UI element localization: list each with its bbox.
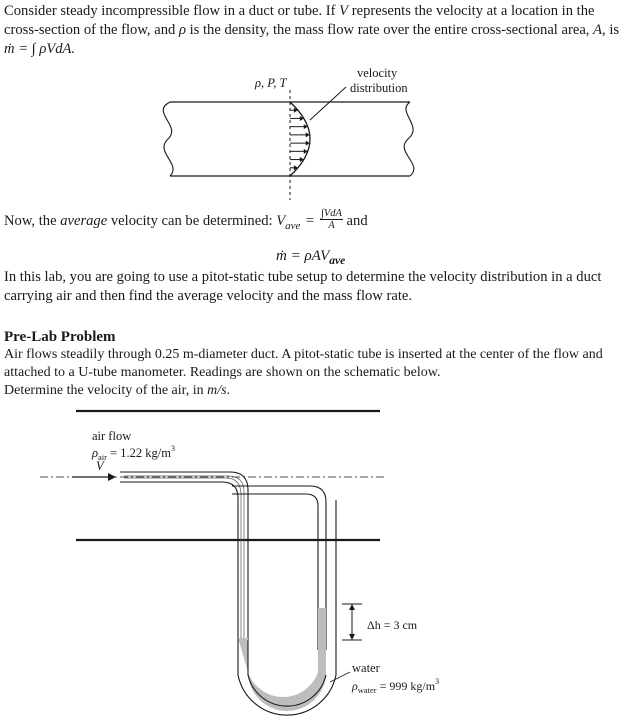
manometer-figure <box>0 400 628 727</box>
velocity-profile-curve <box>290 102 310 176</box>
velocity-v-label: V <box>96 459 104 473</box>
average-fraction <box>320 208 343 231</box>
intro-text-2: represents the velocity at a location in the cross-section of the flow, and <box>4 3 595 38</box>
unit-text: m/s <box>207 383 227 398</box>
area-symbol: A <box>593 22 603 38</box>
velocity-symbol: V <box>339 3 349 19</box>
manometer-water <box>238 608 326 711</box>
velocity-distribution-figure <box>140 60 440 210</box>
vave-symbol: V <box>276 212 286 229</box>
velocity-arrows <box>290 108 310 171</box>
water-label: water <box>352 661 380 675</box>
rho-water-subscript: water <box>357 685 377 695</box>
duct-break-right <box>404 102 414 176</box>
leader-line <box>310 87 346 120</box>
mass-flow-equation-main: ṁ = ρAV <box>276 248 330 264</box>
fraction-denominator: A <box>328 220 335 231</box>
water-density-label <box>351 677 439 695</box>
rho-water-symbol: ρ <box>352 679 358 693</box>
static-tube <box>232 486 326 650</box>
rho-air-symbol: ρ <box>92 446 98 460</box>
pitot-tube-inner <box>124 476 244 640</box>
rho-water-exponent: 3 <box>435 677 440 686</box>
average-word: average <box>60 212 108 229</box>
fluid-properties-label: ρ, P, T <box>255 76 287 90</box>
intro-paragraph <box>4 2 624 59</box>
delta-h-label: Δh = 3 cm <box>367 618 418 632</box>
prelab-heading: Pre-Lab Problem <box>4 329 116 345</box>
dh-arrow-up <box>349 604 355 610</box>
avg-text-2: velocity can be determined: <box>107 212 277 229</box>
vave-subscript: ave <box>285 219 301 232</box>
avg-text-1: Now, the <box>4 212 61 229</box>
avg-text-3: and <box>342 212 368 229</box>
pitot-tube-outer <box>120 472 248 640</box>
prelab-problem-text: Air flows steadily through 0.25 m-diameter duct. A pitot-static tube is inserted at the center of the flow and attached to a U-tube manometer. Readings are shown on the schematic below. <box>4 347 603 380</box>
air-flow-arrowhead <box>108 473 116 481</box>
rho-water-value: = 999 kg/m <box>376 679 436 693</box>
mass-flow-equation-sub: ave <box>329 255 346 267</box>
fraction-numerator: ∫VdA <box>320 208 342 219</box>
velocity-label-line2: distribution <box>350 81 408 95</box>
duct-break-left <box>163 102 173 176</box>
average-velocity-line <box>4 210 624 234</box>
water-leader <box>330 672 350 682</box>
lab-paragraph: In this lab, you are going to use a pitot-static tube setup to determine the velocity distribution in a duct carrying air and then find the average velocity and the mass flow rate. <box>4 269 602 304</box>
intro-text-4: , is <box>602 22 620 38</box>
equals-sign: = <box>306 212 315 229</box>
question-period: . <box>226 383 231 398</box>
dh-arrow-down <box>349 634 355 640</box>
intro-text-1: Consider steady incompressible flow in a duct or tube. If <box>4 3 340 19</box>
velocity-label-line1: velocity <box>357 66 398 80</box>
air-flow-label: air flow <box>92 429 132 443</box>
prelab-question <box>4 382 624 400</box>
rho-air-subscript: air <box>98 452 107 462</box>
intro-text-3: is the density, the mass flow rate over the entire cross-sectional area, <box>185 22 594 38</box>
rho-air-value: = 1.22 kg/m <box>106 446 171 460</box>
rho-air-exponent: 3 <box>170 444 175 453</box>
density-symbol: ρ <box>178 22 186 38</box>
question-text: Determine the velocity of the air, in <box>4 383 208 398</box>
mass-flow-formula: ṁ = ∫ ρVdA. <box>4 41 76 57</box>
